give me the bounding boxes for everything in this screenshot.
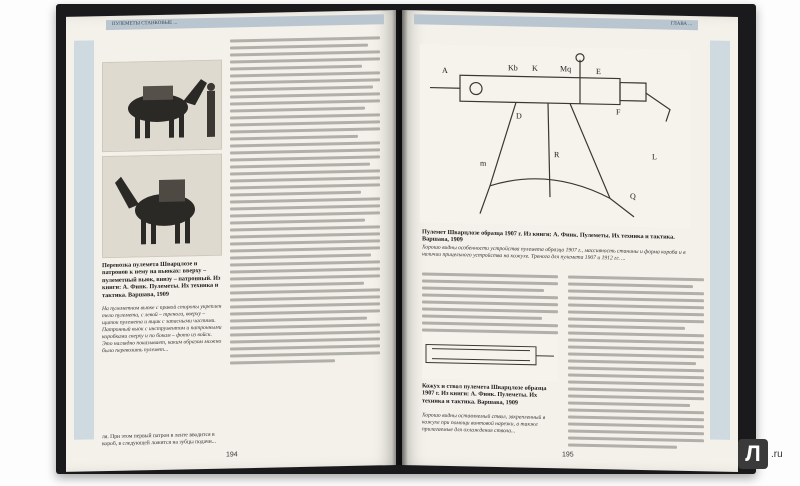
right-running-head bbox=[414, 14, 698, 30]
left-figure-caption: Перевозка пулемета Шварцлозе и патронов к нему на вьюках: вверху – пулеметный вьюк, внизу – патронный. Из книги: А. Финк. Пулеметы. Их техника и тактика. Варшава, 1909 bbox=[102, 260, 221, 299]
diagram-label-m: m bbox=[480, 158, 487, 168]
right-page-number: 195 bbox=[562, 451, 574, 459]
diagram-label-a: A bbox=[442, 65, 448, 75]
left-page bbox=[66, 10, 396, 472]
diagram-label-k: K bbox=[532, 63, 538, 73]
left-page-number: 194 bbox=[226, 451, 238, 459]
diagram-label-d: D bbox=[516, 111, 522, 121]
barrel-figure bbox=[422, 332, 558, 381]
right-running-head-text: ГЛАВА ... bbox=[670, 21, 692, 28]
logo-letter-box: Л bbox=[738, 439, 768, 469]
left-side-caption: На пулеметном вьюке с правой стороны укреплен тело пулемета, с левой – тренога, вверху – щиток пулемета и ящик с запасными частями. Патронный вьюк с инструментом и патронными коробками сверху и по бокам – фото из войск. Это наглядно показывает, каким образом можно было перевозить пулемет... bbox=[102, 303, 222, 355]
book-spine-shadow bbox=[392, 10, 408, 465]
left-body-text-column bbox=[230, 36, 380, 368]
diagram-label-kb: Kb bbox=[508, 63, 518, 73]
diagram-label-l: L bbox=[652, 152, 657, 162]
left-sidebar-band bbox=[74, 40, 94, 439]
horse-photo-top bbox=[102, 60, 222, 153]
right-figure2-caption: Кожух и ствол пулемета Шварцлозе образца 1907 г. Из книги: А. Финк. Пулеметы. Их техника и тактика. Варшава, 1909 bbox=[422, 382, 547, 407]
horse-photo-bottom bbox=[102, 154, 222, 259]
right-sidebar-band bbox=[710, 40, 730, 439]
diagram-label-f: F bbox=[616, 107, 621, 117]
tripod-gun-drawing bbox=[420, 44, 690, 228]
left-bottom-text: ля. При этом первый патрон в ленте вводится в короб, в следующей ложится на зубцы подачи... bbox=[102, 431, 216, 448]
diagram-label-e: E bbox=[596, 67, 601, 77]
right-body-text-column-2 bbox=[568, 275, 704, 453]
horse-ammo-pack-illustration bbox=[103, 155, 221, 257]
diagram-label-mq: Mq bbox=[560, 64, 572, 74]
right-page bbox=[402, 10, 738, 472]
right-figure2-italic: Хорошо видны оставляемый ствол, закрепленный в кожухе при помощи винтовой нарезки, а также прилагаемые для охлаждения ствола... bbox=[422, 412, 546, 435]
right-figure1-italic: Хорошо видны особенности устройства пулемета образца 1907 г., массивность станины и форма короба и в наличии прицельного устройства на кожухе. Тренога для пулемета 1907 и 1912 гг. ... bbox=[422, 244, 686, 262]
barrel-drawing bbox=[422, 332, 558, 381]
left-running-head-text: ПУЛЕМЕТЫ СТАНКОВЫЕ ... bbox=[112, 20, 178, 27]
horse-pack-illustration bbox=[103, 61, 221, 151]
diagram-label-q: Q bbox=[630, 191, 636, 201]
left-running-head bbox=[106, 14, 384, 30]
machine-gun-diagram bbox=[420, 44, 690, 228]
logo-domain: .ru bbox=[771, 449, 783, 460]
labirint-watermark-logo bbox=[738, 437, 798, 473]
diagram-label-r: R bbox=[554, 150, 560, 160]
right-figure1-caption: Пулемет Шварцлозе образца 1907 г. Из книги: А. Финк. Пулеметы. Их техника и тактика. Варшава, 1909 bbox=[422, 228, 675, 244]
